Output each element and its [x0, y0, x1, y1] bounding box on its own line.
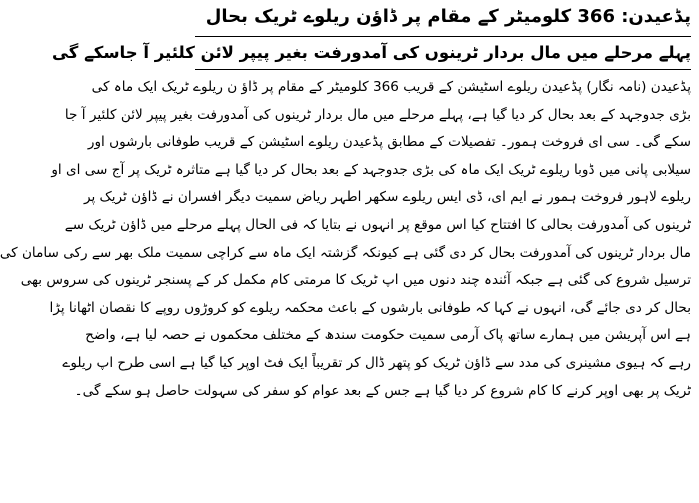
subheadline: پہلے مرحلے میں مال بردار ٹرینوں کی آمدورفت بغیر پیپر لائن کلئیر آ جاسکے گی — [52, 43, 691, 62]
body-line: پڈعیدن (نامہ نگار) پڈعیدن ریلوے اسٹیشن کے قریب 366 کلومیٹر کے مقام پر ڈاؤ ن ریلوے ٹریک ایک ماہ کی — [91, 79, 691, 95]
body-line: سکے گی۔ سی ای فروخت ہمور۔ تفصیلات کے مطابق پڈعیدن ریلوے اسٹیشن کے قریب طوفانی بارشوں اور — [87, 134, 691, 151]
body-line: سیلابی پانی میں ڈوبا ریلوے ٹریک ایک ماہ کی بڑی جدوجہد کے بعد بحال کر دیا گیا ہے متاثرہ ٹریک پر آج سی ای او — [51, 161, 691, 178]
body-line: ریلوے لاہور فروخت ہمور نے ایم ای، ڈی ایس ریلوے سکھر اطہر ریاض سمیت دیگر افسران نے ڈاؤن ٹریک پر — [83, 189, 691, 206]
body-line: بڑی جدوجہد کے بعد بحال کر دیا گیا ہے، پہلے مرحلے میں مال بردار ٹرینوں کی آمدورفت بغیر پیپر لائن کلئیر آ جا — [64, 106, 691, 123]
body-line: مال بردار ٹرینوں کی آمدورفت بحال کر دی گئی ہے کیونکہ گزشتہ ایک ماہ سے کراچی سمیت ملک بھر سے رکی سامان کی — [0, 244, 691, 261]
article-body — [0, 74, 691, 405]
body-line: ترسیل شروع کی گئی ہے جبکہ آئندہ چند دنوں میں اپ ٹریک کا مرمتی کام مکمل کر کے پسنجر ٹرینوں کی سروس بھی — [20, 272, 691, 289]
body-line: ہے اس آپریشن میں ہمارے ساتھ پاک آرمی سمیت حکومت سندھ کے مختلف محکموں نے حصہ لیا ہے، واضح — [85, 327, 691, 344]
body-line: ٹرینوں کی آمدورفت بحالی کا افتتاح کیا اس موقع پر انہوں نے بتایا کہ فی الحال پہلے مرحلے میں ڈاؤن ٹریک سے — [64, 216, 691, 233]
body-line: رہے کہ ہیوی مشینری کی مدد سے ڈاؤن ٹریک کو پتھر ڈال کر تقریباً ایک فٹ اوپر کیا گیا ہے اسی طرح اپ ریلوے — [62, 354, 691, 371]
headline: پڈعیدن: 366 کلومیٹر کے مقام پر ڈاؤن ریلوے ٹریک بحال — [205, 6, 691, 27]
divider-rule — [195, 36, 691, 37]
body-line: ٹریک پر بھی اوپر کرنے کا کام شروع کر دیا گیا ہے جس کے بعد عوام کو سفر کی سہولت حاصل ہو سکے گی۔ — [74, 382, 691, 399]
body-line: بحال کر دی جائے گی، انہوں نے کہا کہ طوفانی بارشوں کے باعث محکمہ ریلوے کو کروڑوں روپے کا نقصان اٹھانا پڑا — [49, 299, 691, 316]
divider-rule-2 — [195, 69, 691, 70]
